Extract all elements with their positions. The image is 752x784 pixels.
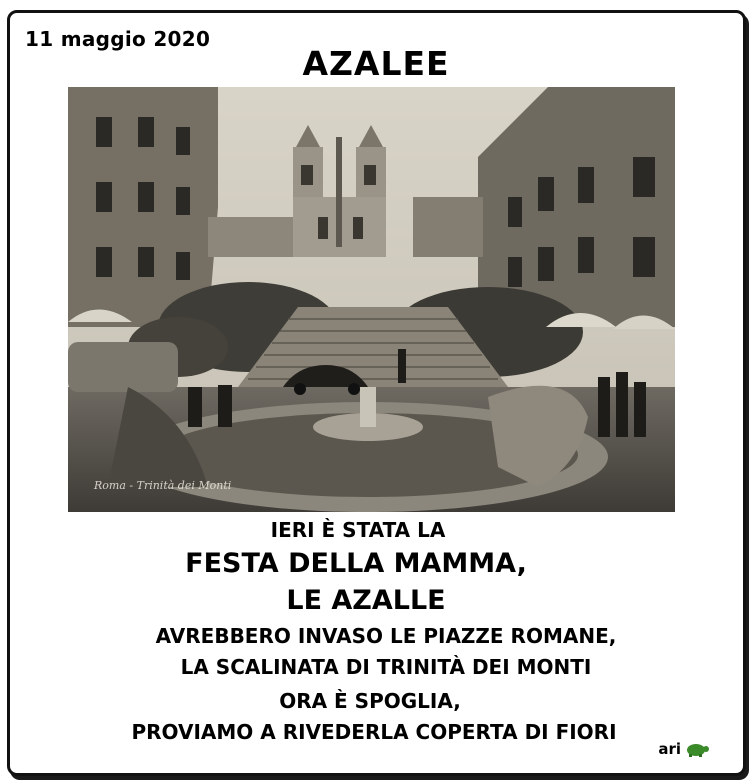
poem-line-7: PROVIAMO A RIVEDERLA COPERTA DI FIORI bbox=[131, 720, 617, 744]
trinita-dei-monti-illustration bbox=[68, 87, 675, 512]
poem-line-3: LE AZALLE bbox=[286, 585, 446, 616]
signature bbox=[658, 740, 710, 758]
signature-text: ari bbox=[658, 740, 681, 758]
poem-line-6: ORA È SPOGLIA, bbox=[279, 689, 461, 713]
poem-line-1: IERI È STATA LA bbox=[270, 518, 446, 542]
turtle-icon bbox=[684, 741, 710, 757]
poem-line-5: LA SCALINATA DI TRINITÀ DEI MONTI bbox=[180, 655, 592, 679]
vintage-photo bbox=[68, 87, 675, 512]
poem-line-4: AVREBBERO INVASO LE PIAZZE ROMANE, bbox=[155, 624, 617, 648]
photo-caption: Roma - Trinità dei Monti bbox=[94, 479, 232, 492]
poem-line-2: FESTA DELLA MAMMA, bbox=[185, 548, 527, 579]
page-title: AZALEE bbox=[302, 44, 450, 83]
date-label: 11 maggio 2020 bbox=[25, 27, 211, 51]
